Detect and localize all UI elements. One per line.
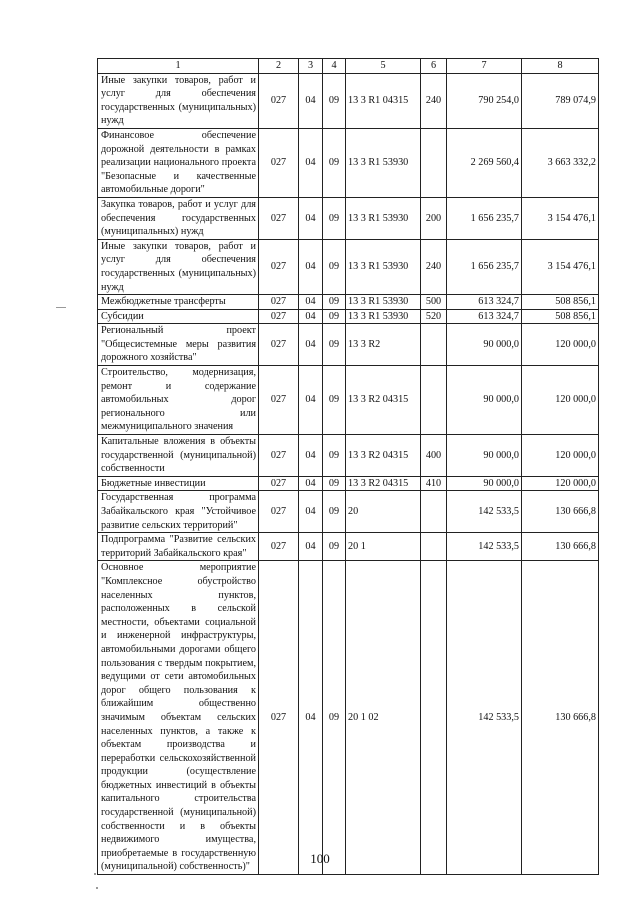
column-header-2: 2 (259, 59, 299, 74)
target-article-code: 13 3 R1 53930 (346, 197, 421, 239)
section-code: 04 (299, 239, 323, 294)
expense-type-code (421, 533, 447, 561)
section-code: 04 (299, 309, 323, 324)
row-name: Региональный проект "Общесистемные меры развития дорожного хозяйства" (98, 324, 259, 366)
column-header-7: 7 (447, 59, 522, 74)
amount-year-2: 3 154 476,1 (522, 239, 599, 294)
subsection-code: 09 (323, 561, 346, 875)
expense-type-code (421, 324, 447, 366)
table-row (98, 73, 599, 128)
page-number: 100 (310, 851, 330, 866)
amount-year-1: 142 533,5 (447, 533, 522, 561)
amount-year-1: 90 000,0 (447, 366, 522, 435)
budget-table (97, 58, 599, 875)
row-name: Субсидии (98, 309, 259, 324)
table-row (98, 309, 599, 324)
target-article-code: 13 3 R1 53930 (346, 309, 421, 324)
row-name: Основное мероприятие "Комплексное обустройство населенных пунктов, расположенных в сельской местности, объектами социальной и инженерной инфраструктуры, автомобильными дорогами общего пользования с твердым покрытием, ведущими от сети автомобильных дорог общего пользования к ближайшим общественно значимым объектам сельских населенных пунктов, а также к объектам производства и переработки сельскохозяйственной продукции (осуществление бюджетных инвестиций в объекты капитального строительства государственной (муниципальной) собственности и в объекты недвижимого имущества, приобретаемые в государственную (муниципальной) собственность)" (98, 561, 259, 875)
row-name: Строительство, модернизация, ремонт и содержание автомобильных дорог регионального или межмуниципального значения (98, 366, 259, 435)
target-article-code: 13 3 R1 53930 (346, 239, 421, 294)
target-article-code: 20 (346, 491, 421, 533)
amount-year-2: 120 000,0 (522, 435, 599, 477)
amount-year-2: 120 000,0 (522, 476, 599, 491)
subsection-code: 09 (323, 476, 346, 491)
section-code: 04 (299, 561, 323, 875)
header-row (98, 59, 599, 74)
amount-year-2: 3 154 476,1 (522, 197, 599, 239)
row-name: Подпрограмма "Развитие сельских территорий Забайкальского края" (98, 533, 259, 561)
row-name: Государственная программа Забайкальского края "Устойчивое развитие сельских территорий" (98, 491, 259, 533)
table-row (98, 128, 599, 197)
ministry-code: 027 (259, 239, 299, 294)
amount-year-2: 120 000,0 (522, 324, 599, 366)
expense-type-code (421, 366, 447, 435)
table-row (98, 324, 599, 366)
target-article-code: 13 3 R1 53930 (346, 295, 421, 310)
column-header-1: 1 (98, 59, 259, 74)
section-code: 04 (299, 476, 323, 491)
target-article-code: 13 3 R2 04315 (346, 476, 421, 491)
ministry-code: 027 (259, 476, 299, 491)
table-row (98, 239, 599, 294)
expense-type-code (421, 491, 447, 533)
section-code: 04 (299, 533, 323, 561)
subsection-code: 09 (323, 295, 346, 310)
column-header-5: 5 (346, 59, 421, 74)
row-name: Межбюджетные трансферты (98, 295, 259, 310)
amount-year-1: 1 656 235,7 (447, 197, 522, 239)
ministry-code: 027 (259, 533, 299, 561)
table-row (98, 491, 599, 533)
subsection-code: 09 (323, 73, 346, 128)
expense-type-code (421, 128, 447, 197)
target-article-code: 13 3 R2 04315 (346, 435, 421, 477)
table-body (98, 73, 599, 874)
section-code: 04 (299, 491, 323, 533)
target-article-code: 13 3 R1 04315 (346, 73, 421, 128)
column-header-4: 4 (323, 59, 346, 74)
section-code: 04 (299, 73, 323, 128)
ministry-code: 027 (259, 309, 299, 324)
ministry-code: 027 (259, 435, 299, 477)
amount-year-1: 613 324,7 (447, 309, 522, 324)
subsection-code: 09 (323, 309, 346, 324)
ministry-code: 027 (259, 491, 299, 533)
scan-dot (96, 887, 98, 889)
section-code: 04 (299, 366, 323, 435)
row-name: Иные закупки товаров, работ и услуг для обеспечения государственных (муниципальных) нужд (98, 73, 259, 128)
expense-type-code: 240 (421, 239, 447, 294)
expense-type-code: 500 (421, 295, 447, 310)
amount-year-1: 613 324,7 (447, 295, 522, 310)
subsection-code: 09 (323, 533, 346, 561)
section-code: 04 (299, 295, 323, 310)
ministry-code: 027 (259, 561, 299, 875)
amount-year-2: 3 663 332,2 (522, 128, 599, 197)
expense-type-code: 400 (421, 435, 447, 477)
amount-year-1: 790 254,0 (447, 73, 522, 128)
amount-year-1: 1 656 235,7 (447, 239, 522, 294)
amount-year-2: 120 000,0 (522, 366, 599, 435)
expense-type-code: 240 (421, 73, 447, 128)
subsection-code: 09 (323, 197, 346, 239)
amount-year-2: 130 666,8 (522, 561, 599, 875)
subsection-code: 09 (323, 491, 346, 533)
table-row (98, 435, 599, 477)
subsection-code: 09 (323, 324, 346, 366)
section-code: 04 (299, 197, 323, 239)
column-header-6: 6 (421, 59, 447, 74)
amount-year-1: 90 000,0 (447, 476, 522, 491)
expense-type-code (421, 561, 447, 875)
subsection-code: 09 (323, 239, 346, 294)
subsection-code: 09 (323, 435, 346, 477)
amount-year-1: 90 000,0 (447, 435, 522, 477)
expense-type-code: 520 (421, 309, 447, 324)
row-name: Финансовое обеспечение дорожной деятельности в рамках реализации национального проекта "Безопасные и качественные автомобильные дороги" (98, 128, 259, 197)
target-article-code: 20 1 (346, 533, 421, 561)
section-code: 04 (299, 128, 323, 197)
target-article-code: 13 3 R2 (346, 324, 421, 366)
amount-year-2: 789 074,9 (522, 73, 599, 128)
ministry-code: 027 (259, 324, 299, 366)
margin-dash (56, 307, 66, 308)
ministry-code: 027 (259, 197, 299, 239)
amount-year-1: 2 269 560,4 (447, 128, 522, 197)
scan-dot (94, 873, 96, 875)
table-row (98, 533, 599, 561)
target-article-code: 13 3 R1 53930 (346, 128, 421, 197)
amount-year-1: 142 533,5 (447, 491, 522, 533)
subsection-code: 09 (323, 366, 346, 435)
row-name: Иные закупки товаров, работ и услуг для обеспечения государственных (муниципальных) нужд (98, 239, 259, 294)
column-header-3: 3 (299, 59, 323, 74)
section-code: 04 (299, 324, 323, 366)
expense-type-code: 200 (421, 197, 447, 239)
row-name: Капитальные вложения в объекты государственной (муниципальной) собственности (98, 435, 259, 477)
row-name: Закупка товаров, работ и услуг для обеспечения государственных (муниципальных) нужд (98, 197, 259, 239)
expense-type-code: 410 (421, 476, 447, 491)
table-row (98, 197, 599, 239)
ministry-code: 027 (259, 295, 299, 310)
amount-year-2: 508 856,1 (522, 309, 599, 324)
target-article-code: 20 1 02 (346, 561, 421, 875)
section-code: 04 (299, 435, 323, 477)
target-article-code: 13 3 R2 04315 (346, 366, 421, 435)
amount-year-2: 508 856,1 (522, 295, 599, 310)
ministry-code: 027 (259, 128, 299, 197)
amount-year-2: 130 666,8 (522, 533, 599, 561)
amount-year-2: 130 666,8 (522, 491, 599, 533)
amount-year-1: 90 000,0 (447, 324, 522, 366)
table-row (98, 561, 599, 875)
subsection-code: 09 (323, 128, 346, 197)
table-row (98, 295, 599, 310)
column-header-8: 8 (522, 59, 599, 74)
row-name: Бюджетные инвестиции (98, 476, 259, 491)
amount-year-1: 142 533,5 (447, 561, 522, 875)
table-row (98, 366, 599, 435)
ministry-code: 027 (259, 73, 299, 128)
table-row (98, 476, 599, 491)
ministry-code: 027 (259, 366, 299, 435)
